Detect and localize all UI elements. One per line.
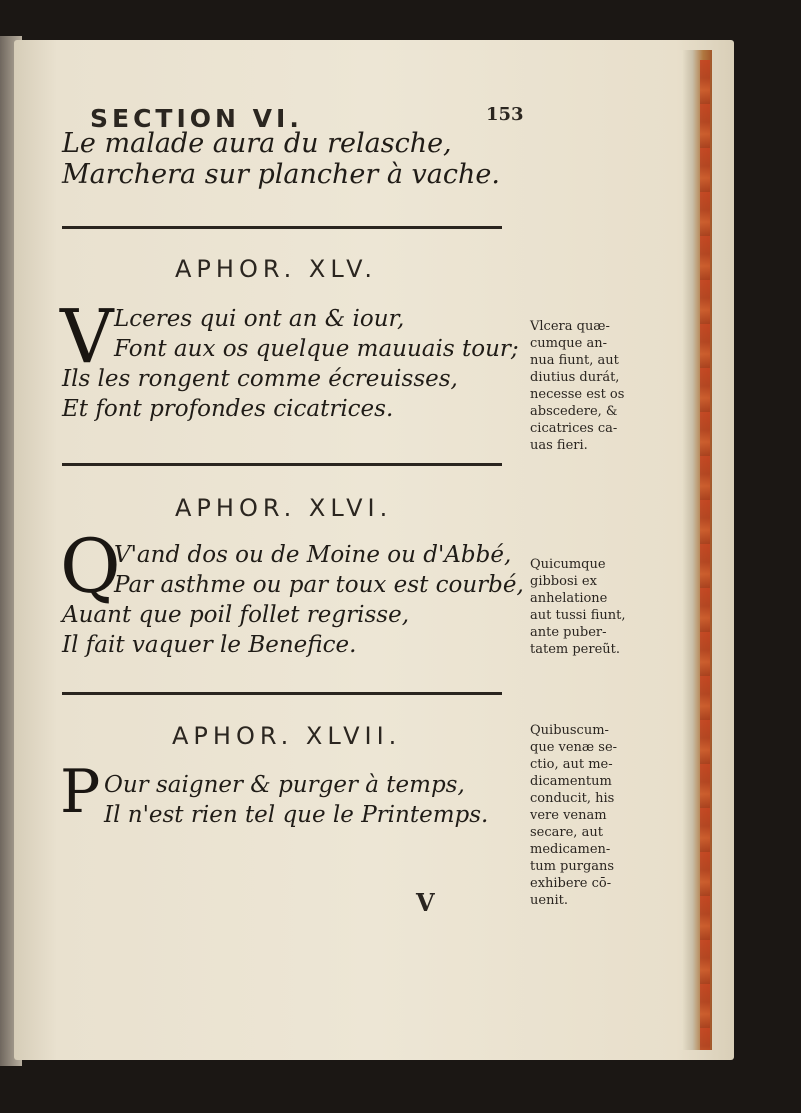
aphorism-verse [62,304,519,424]
note-line: cicatrices ca- [530,421,618,436]
note-line: ante puber- [530,625,607,640]
verse-line: Lceres qui ont an & iour, [114,306,405,332]
divider-rule [62,692,502,695]
drop-cap: P [60,757,101,827]
verse-line: Le malade aura du relasche, [62,128,452,159]
note-line: que venæ se- [530,740,618,755]
aphorism-heading: APHOR. XLVII. [172,722,402,750]
divider-rule [62,463,502,466]
verse-line: Par asthme ou par toux est courbé, [114,572,524,598]
note-line: exhibere cō- [530,876,612,891]
verse-line: Il n'est rien tel que le Printemps. [104,802,489,828]
note-line: necesse est os [530,387,625,402]
verse-line: Marchera sur plancher à vache. [62,159,500,190]
note-line: tatem pereũt. [530,642,621,657]
drop-cap: V [60,294,114,380]
red-page-edge [700,60,710,1050]
verse-line: Ils les rongent comme écreuisses, [62,366,458,392]
margin-note [530,318,640,454]
note-line: nua fiunt, aut [530,353,619,368]
note-line: Vlcera quæ- [530,319,610,334]
aphorism-heading: APHOR. XLVI. [175,494,393,522]
aphorism-heading: APHOR. XLV. [175,255,378,283]
drop-cap: Q [60,524,121,610]
note-line: Quibuscum- [530,723,609,738]
divider-rule [62,226,502,229]
note-line: abscedere, & [530,404,618,419]
note-line: tum purgans [530,859,615,874]
verse-line: Il fait vaquer le Benefice. [62,632,357,658]
signature-mark: V [416,888,435,917]
intro-verse [62,128,500,190]
verse-line: Font aux os quelque mauuais tour; [114,336,519,362]
note-line: secare, aut [530,825,603,840]
section-heading: SECTION VI. [90,104,303,133]
aphorism-verse [62,770,488,830]
note-line: vere venam [530,808,607,823]
aphorism-verse [62,540,524,660]
note-line: uenit. [530,893,568,908]
verse-line: Et font profondes cicatrices. [62,396,394,422]
note-line: dicamentum [530,774,612,789]
note-line: anhelatione [530,591,608,606]
note-line: conducit, his [530,791,615,806]
note-line: diutius durát, [530,370,620,385]
page-number: 153 [486,104,524,125]
note-line: gibbosi ex [530,574,597,589]
note-line: aut tussi fiunt, [530,608,626,623]
margin-note [530,722,640,909]
note-line: medicamen- [530,842,611,857]
note-line: ctio, aut me- [530,757,613,772]
note-line: Quicumque [530,557,606,572]
verse-line: Our saigner & purger à temps, [104,772,465,798]
note-line: cumque an- [530,336,608,351]
margin-note [530,556,640,658]
verse-line: Auant que poil follet regrisse, [62,602,409,628]
verse-line: V'and dos ou de Moine ou d'Abbé, [114,542,512,568]
note-line: uas fieri. [530,438,588,453]
